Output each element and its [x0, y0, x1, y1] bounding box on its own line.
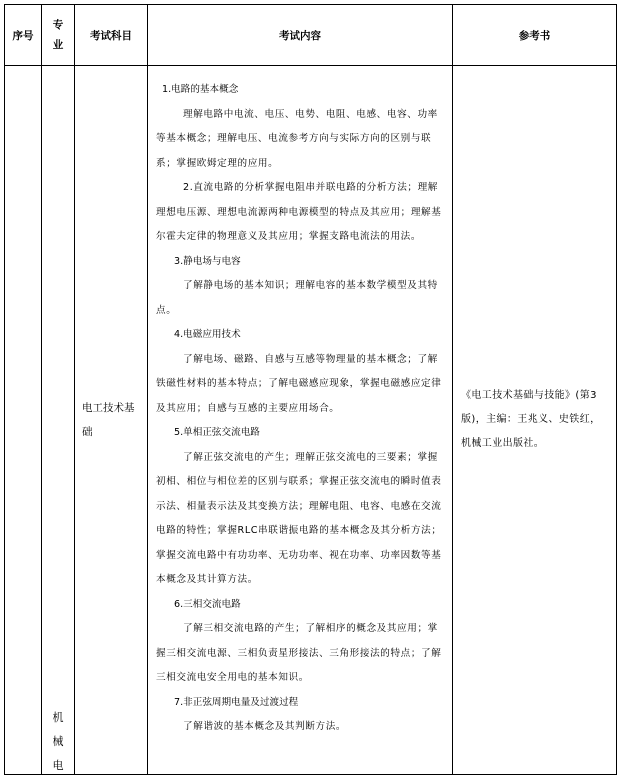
content-heading: 3.静电场与电容	[174, 255, 241, 267]
content-paragraph: 了解三相交流电路的产生；了解相序的概念及其应用；掌握三相交流电源、三相负责星形接法、三角形接法的特点；了解三相交流电安全用电的基本知识。	[156, 623, 442, 683]
content-heading: 1.电路的基本概念	[162, 84, 239, 95]
subject-text: 电工技术基础	[82, 402, 135, 438]
content-paragraph: 理解电路中电流、电压、电势、电阻、电感、电容、功率等基本概念；理解电压、电流参考方向与实际方向的区别与联系；掌握欧姆定理的应用。	[156, 108, 438, 169]
major-cell	[42, 66, 75, 775]
content-paragraph: 2.直流电路的分析掌握电阻串并联电路的分析方法；理解理想电压源、理想电流源两种电源模型的特点及其应用；理解基尔霍夫定律的物理意义及其应用；掌握支路电流法的用法。	[156, 182, 442, 242]
content-paragraph: 了解谐波的基本概念及其判断方法。	[183, 721, 347, 732]
content-list	[156, 78, 446, 740]
content-cell	[148, 66, 453, 775]
content-heading: 7.非正弦周期电量及过渡过程	[174, 696, 299, 708]
header-major: 专业	[42, 5, 75, 66]
content-heading: 4.电磁应用技术	[174, 329, 241, 340]
subject-cell	[75, 66, 148, 775]
content-heading: 5.单相正弦交流电路	[174, 427, 260, 438]
syllabus-table	[4, 4, 617, 775]
content-paragraph: 了解静电场的基本知识；理解电容的基本数学模型及其特点。	[156, 280, 438, 316]
header-subject: 考试科目	[75, 5, 148, 66]
content-paragraph: 了解正弦交流电的产生；理解正弦交流电的三要素；掌握初相、相位与相位差的区别与联系；掌握正弦交流电的瞬时值表示法、相量表示法及其变换方法；理解电阻、电容、电感在交流电路的特性；掌握RLC串联谐振电路的基本概念及其分析方法；掌握交流电路中有功功率、无功功率、视在功率、功率因数等基本概念及其计算方法。	[156, 451, 442, 585]
no-cell	[5, 66, 42, 775]
reference-text: 《电工技术基础与技能》(第3版)，主编：王兆义、史铁红，机械工业出版社。	[461, 390, 601, 449]
content-paragraph: 了解电场、磁路、自感与互感等物理量的基本概念；了解铁磁性材料的基本特点；了解电磁感应现象，掌握电磁感应定律及其应用；自感与互感的主要应用场合。	[156, 353, 442, 414]
header-reference: 参考书	[453, 5, 617, 66]
header-row	[5, 5, 617, 66]
reference-cell	[453, 66, 617, 775]
content-heading: 6.三相交流电路	[174, 598, 241, 610]
table-row	[5, 66, 617, 775]
major-text: 机械电	[52, 711, 64, 772]
header-no: 序号	[5, 5, 42, 66]
header-content: 考试内容	[148, 5, 453, 66]
